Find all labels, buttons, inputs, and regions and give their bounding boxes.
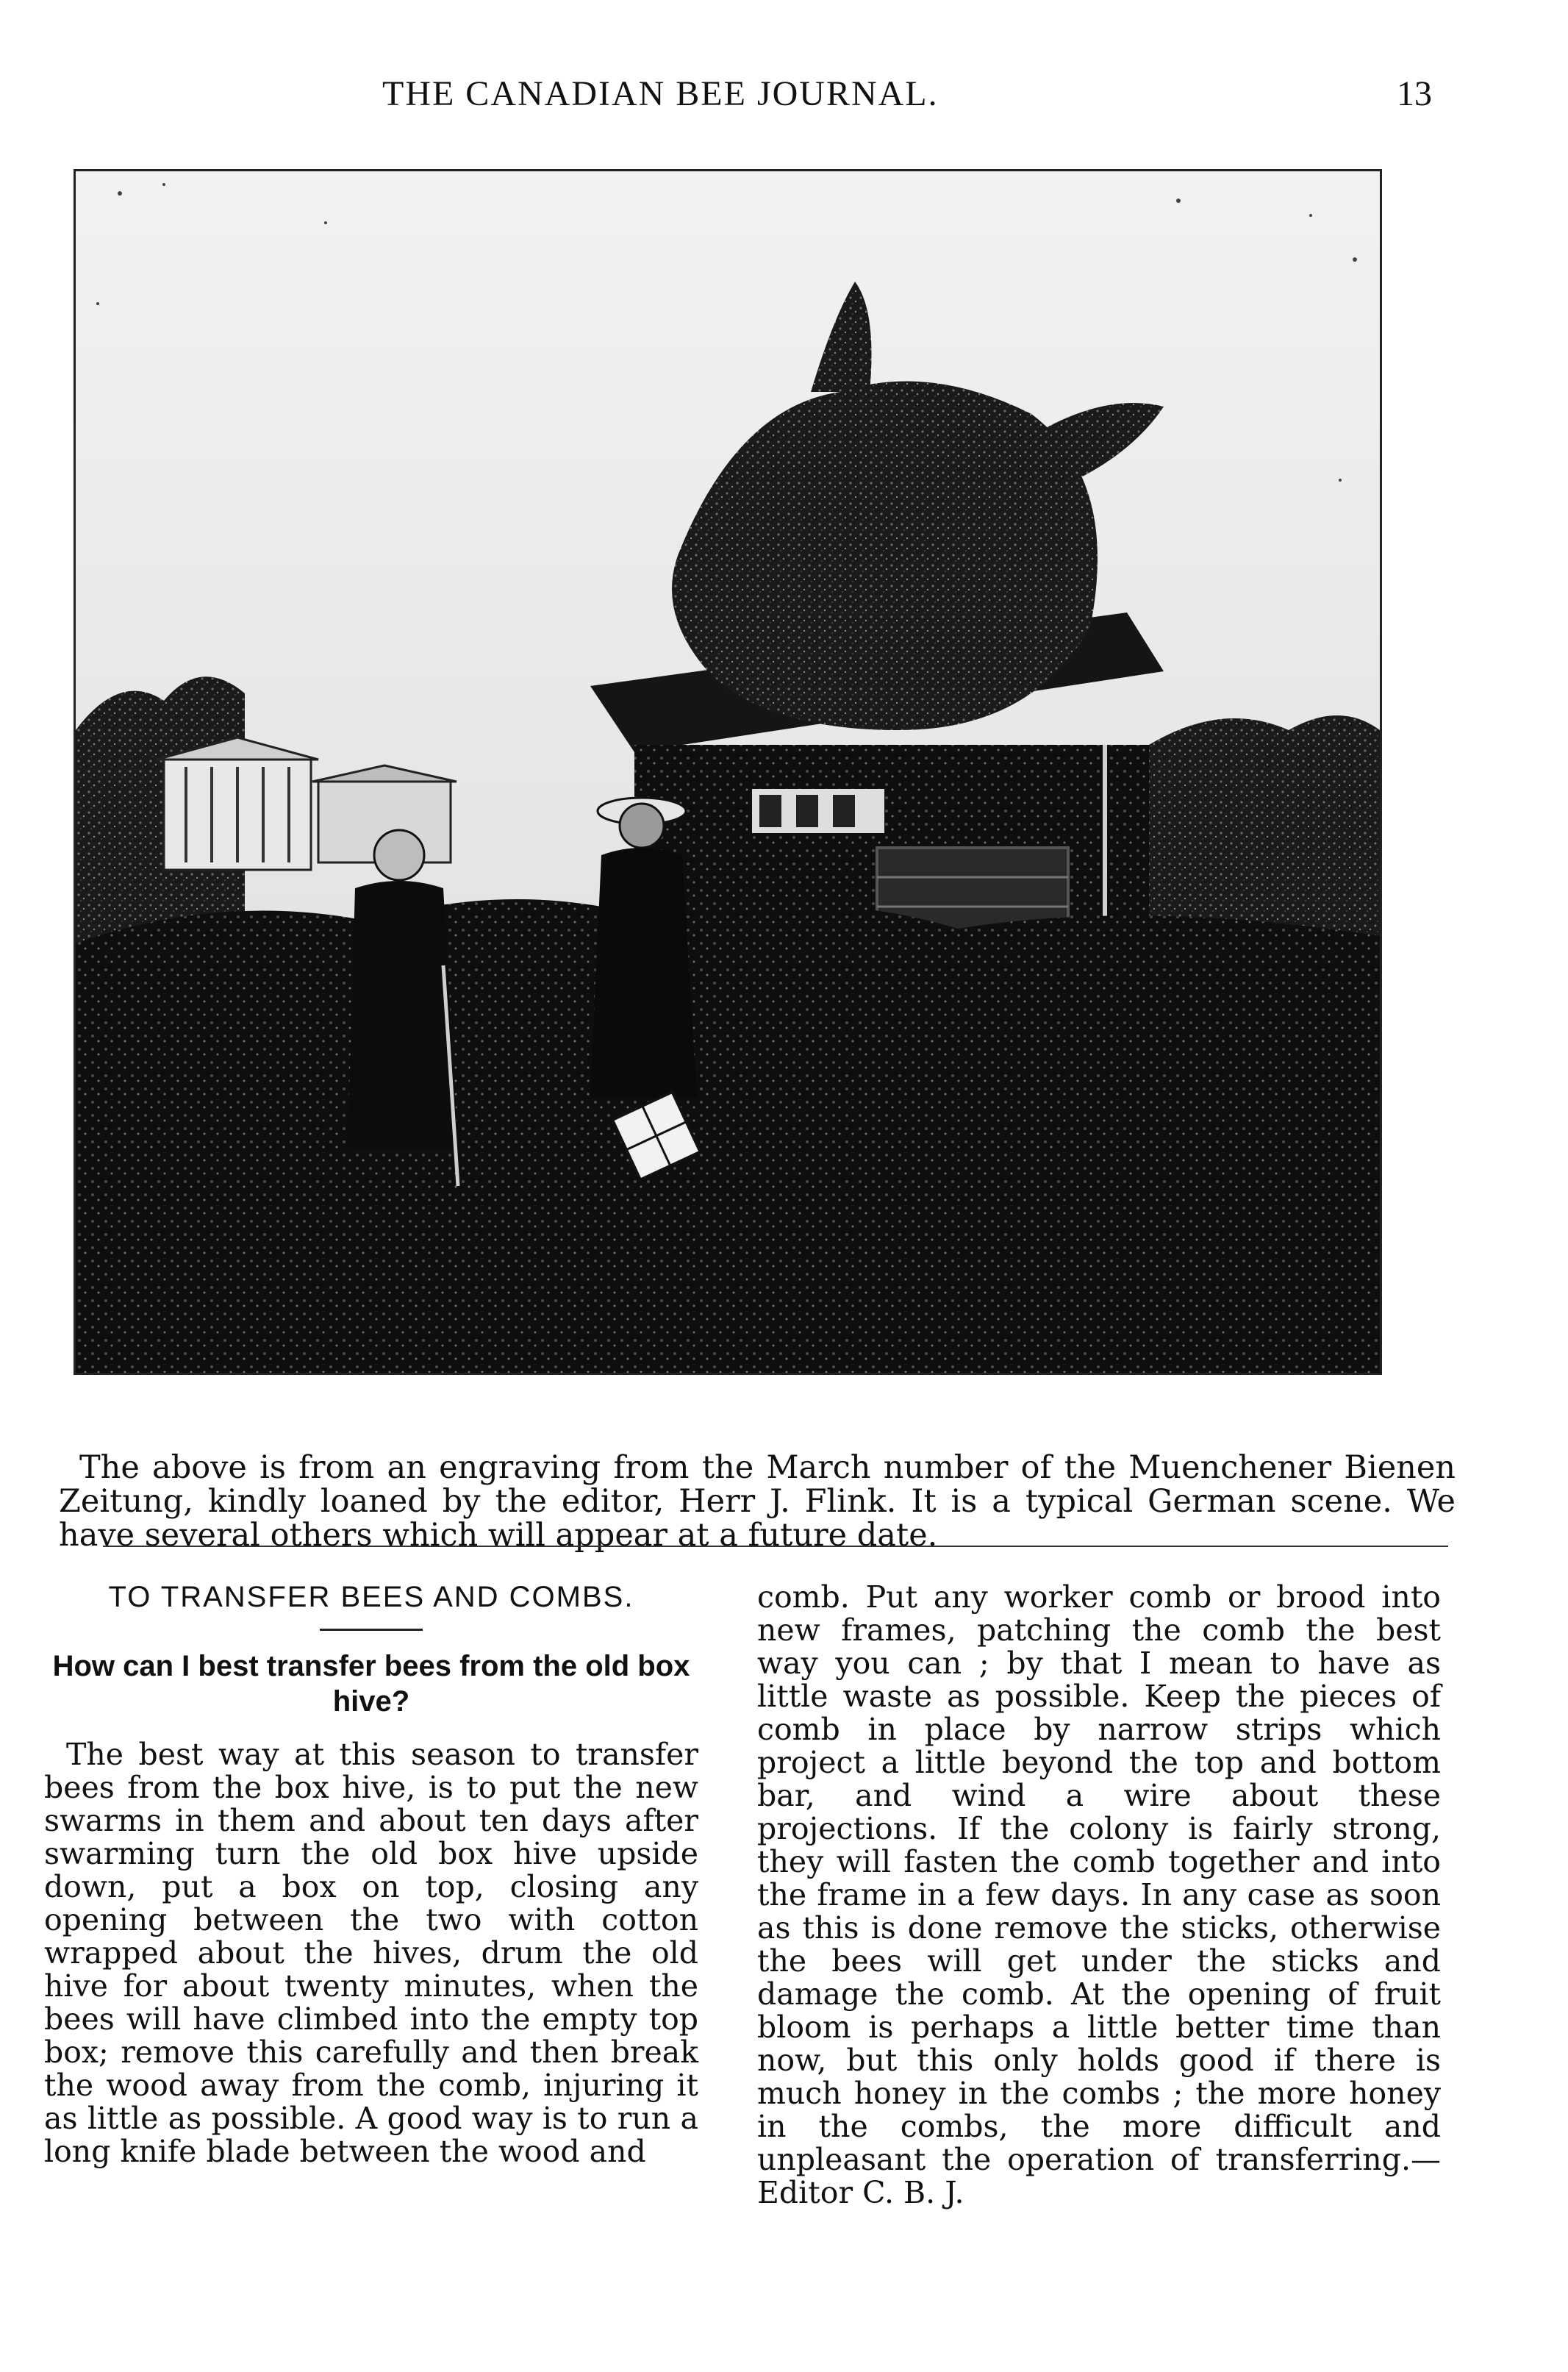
article-question: How can I best transfer bees from the old box hive? (52, 1650, 690, 1718)
engraving-caption: The above is from an engraving from the March number of the Muenchener Bienen Zeitung, kindly loaned by the editor, Herr J. Flink. It is a typical German scene. We have several others which will appear at a future date. (59, 1449, 1456, 1554)
section-divider (103, 1546, 1448, 1547)
page-header (0, 74, 1568, 125)
article-body-right: comb. Put any worker comb or brood into new frames, patching the comb the best way you can ; by that I mean to have as little waste as possible. Keep the pieces of comb in place by narrow strips which project a little beyond the top and bottom bar, and wind a wire about these projections. If the colony is fairly strong, they will fasten the comb together and into the frame in a few days. In any case as soon as this is done remove the sticks, otherwise the bees will get under the sticks and damage the comb. At the opening of fruit bloom is perhaps a little better time than now, but this only holds good if there is much honey in the combs ; the more honey in the combs, the more difficult and unpleasant the operation of transferring.—Editor C. B. J. (757, 1579, 1441, 2210)
article-body-left: The best way at this season to transfer bees from the box hive, is to put the new swarms in them and about ten days after swarming turn the old box hive upside down, put a box on top, closing any opening between the two with cotton wrapped about the hives, drum the old hive for about twenty minutes, when the bees will have climbed into the empty top box; remove this carefully and then break the wood away from the comb, injuring it as little as possible. A good way is to run a long knife blade between the wood and (44, 1737, 698, 2169)
article-heading: TO TRANSFER BEES AND COMBS. (108, 1581, 634, 1613)
running-title: THE CANADIAN BEE JOURNAL. (382, 74, 939, 113)
article-right-column (757, 1581, 1441, 2210)
article-left-column (44, 1581, 698, 2168)
engraving-image (74, 169, 1382, 1375)
heading-rule (320, 1629, 423, 1631)
page-number: 13 (1397, 74, 1432, 113)
engraving-illustration (76, 171, 1380, 1373)
